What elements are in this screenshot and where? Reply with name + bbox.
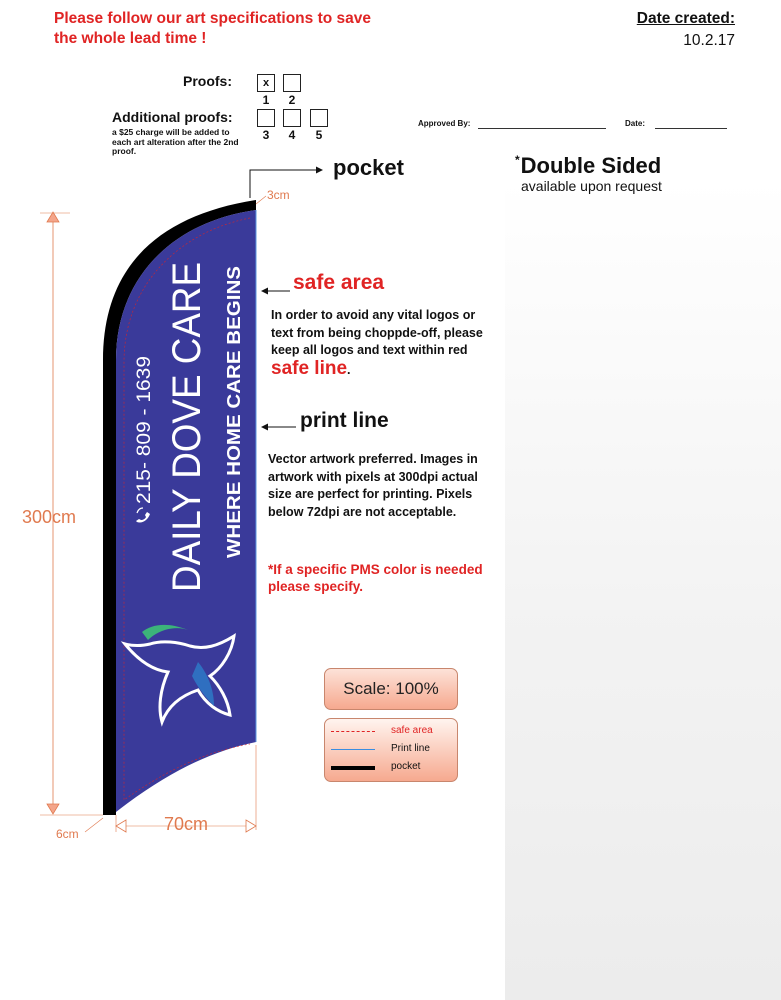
safe-area-note-text: In order to avoid any vital logos or text from being choppde-off, please keep all logos and text within red <box>271 308 483 357</box>
legend-label-print-line: Print line <box>391 743 430 754</box>
date-created-value: 10.2.17 <box>683 32 735 49</box>
pocket-width-label: 6cm <box>56 827 79 841</box>
available-upon-request: available upon request <box>521 178 662 194</box>
height-arrow-top <box>47 212 59 222</box>
approval-date-label: Date: <box>625 119 646 128</box>
flag-phone-text: 215- 809 - 1639 <box>134 369 155 504</box>
date-created-label: Date created: <box>636 10 735 27</box>
safe-area-note-end: . <box>347 362 351 377</box>
proof-number-4: 4 <box>288 128 296 142</box>
width-arrow-left <box>116 820 126 832</box>
proofs-label: Proofs: <box>183 73 232 89</box>
flag-tagline-text: WHERE HOME CARE BEGINS <box>224 301 244 558</box>
pocket-dimension-leader <box>85 818 103 832</box>
double-sided-asterisk: * <box>515 153 520 167</box>
flag-brand-text: DAILY DOVE CARE <box>165 233 209 592</box>
pms-color-note: *If a specific PMS color is needed please specify. <box>268 562 483 594</box>
top-margin-leader <box>256 196 266 204</box>
legend-label-safe-area: safe area <box>391 725 433 736</box>
print-line-note: Vector artwork preferred. Images in artwork with pixels at 300dpi actual size are perfect for printing. Pixels below 72dpi are not acceptable. <box>268 452 478 519</box>
proof-checkbox-1[interactable]: x <box>257 74 275 92</box>
art-spec-warning: Please follow our art specifications to save the whole lead time ! <box>54 10 371 47</box>
scale-badge: Scale: 100% <box>324 668 458 710</box>
proof-number-2: 2 <box>288 93 296 107</box>
proof-number-3: 3 <box>262 128 270 142</box>
proof-number-5: 5 <box>315 128 323 142</box>
proof-number-1: 1 <box>262 93 270 107</box>
pocket-label: pocket <box>333 155 404 180</box>
double-sided-text: Double Sided <box>520 153 662 178</box>
approved-by-label: Approved By: <box>418 119 471 128</box>
height-dimension-label: 300cm <box>22 507 77 527</box>
safe-line-highlight: safe line <box>271 357 348 379</box>
width-dimension-label: 70cm <box>164 814 209 834</box>
print-line-heading: print line <box>300 409 389 432</box>
additional-proofs-note: a $25 charge will be added to each art alteration after the 2nd proof. <box>112 127 239 156</box>
legend-label-pocket: pocket <box>391 761 421 772</box>
width-arrow-right <box>246 820 256 832</box>
top-margin-label: 3cm <box>267 188 290 202</box>
height-arrow-bottom <box>47 804 59 814</box>
safe-area-heading: safe area <box>293 271 385 294</box>
additional-proofs-label: Additional proofs: <box>112 109 233 125</box>
